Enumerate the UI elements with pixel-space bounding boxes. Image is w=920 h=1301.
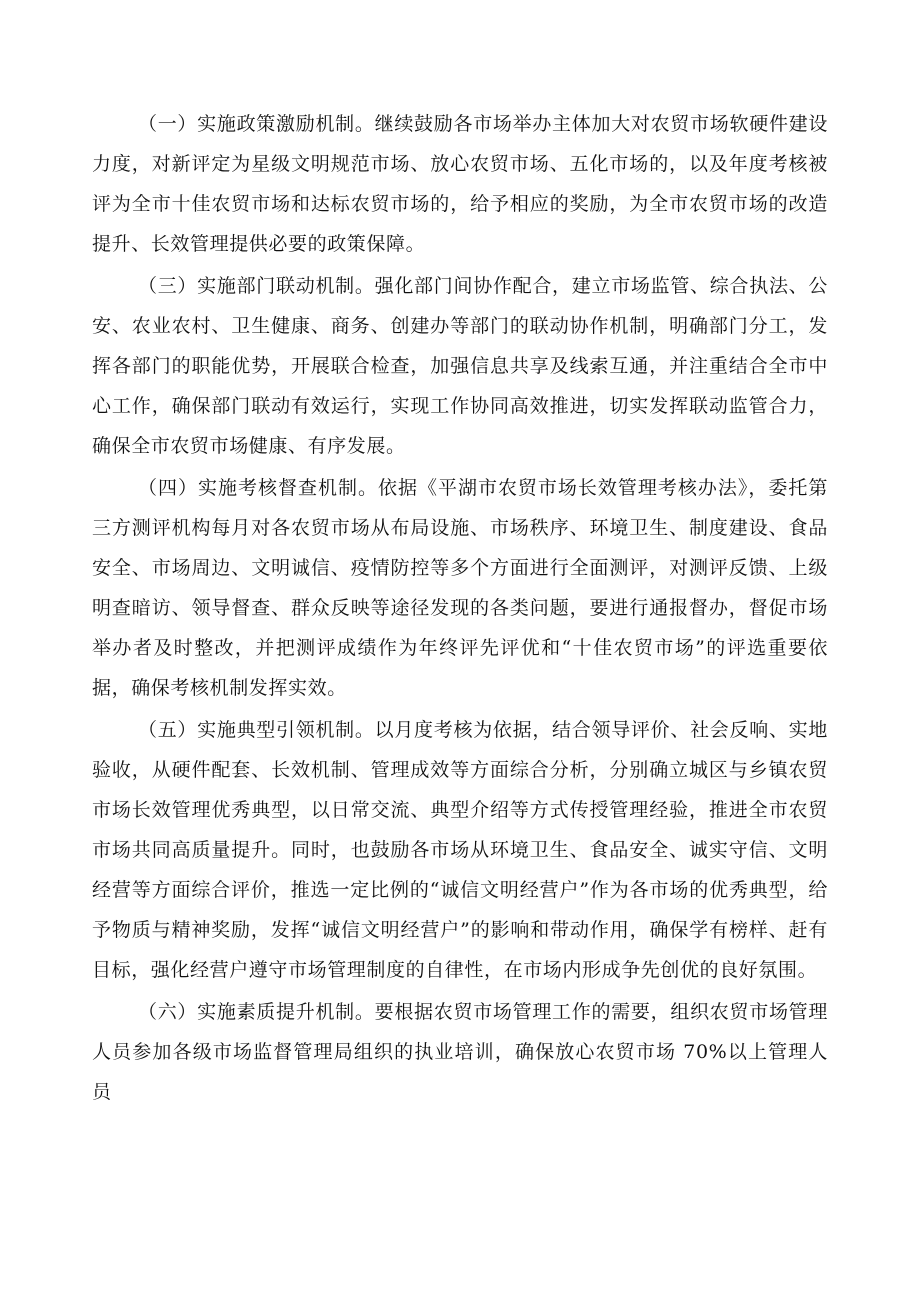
paragraph-assessment-supervision: （四）实施考核督查机制。依据《平湖市农贸市场长效管理考核办法》，委托第三方测评机构每月对各农贸市场从布局设施、市场秩序、环境卫生、制度建设、食品安全、市场周边、文明诚信、疫情防控等多个方面进行全面测评，对测评反馈、上级明查暗访、领导督查、群众反映等途径发现的各类问题，要进行通报督办，督促市场举办者及时整改，并把测评成绩作为年终评先评优和“十佳农贸市场”的评选重要依据，确保考核机制发挥实效。	[92, 477, 828, 699]
paragraph-quality-improvement: （六）实施素质提升机制。要根据农贸市场管理工作的需要，组织农贸市场管理人员参加各级市场监督管理局组织的执业培训，确保放心农贸市场 70%以上管理人员	[92, 1001, 828, 1103]
document-body	[92, 104, 828, 1112]
paragraph-model-leading: （五）实施典型引领机制。以月度考核为依据，结合领导评价、社会反响、实地验收，从硬件配套、长效机制、管理成效等方面综合分析，分别确立城区与乡镇农贸市场长效管理优秀典型，以日常交流、典型介绍等方式传授管理经验，推进全市农贸市场共同高质量提升。同时，也鼓励各市场从环境卫生、食品安全、诚实守信、文明经营等方面综合评价，推选一定比例的“诚信文明经营户”作为各市场的优秀典型，给予物质与精神奖励，发挥“诚信文明经营户”的影响和带动作用，确保学有榜样、赶有目标，强化经营户遵守市场管理制度的自律性，在市场内形成争先创优的良好氛围。	[92, 719, 828, 981]
paragraph-policy-incentive: （一）实施政策激励机制。继续鼓励各市场举办主体加大对农贸市场软硬件建设力度，对新评定为星级文明规范市场、放心农贸市场、五化市场的，以及年度考核被评为全市十佳农贸市场和达标农贸市场的，给予相应的奖励，为全市农贸市场的改造提升、长效管理提供必要的政策保障。	[92, 113, 828, 255]
paragraph-department-linkage: （三）实施部门联动机制。强化部门间协作配合，建立市场监管、综合执法、公安、农业农村、卫生健康、商务、创建办等部门的联动协作机制，明确部门分工，发挥各部门的职能优势，开展联合检查，加强信息共享及线索互通，并注重结合全市中心工作，确保部门联动有效运行，实现工作协同高效推进，切实发挥联动监管合力，确保全市农贸市场健康、有序发展。	[92, 275, 828, 457]
